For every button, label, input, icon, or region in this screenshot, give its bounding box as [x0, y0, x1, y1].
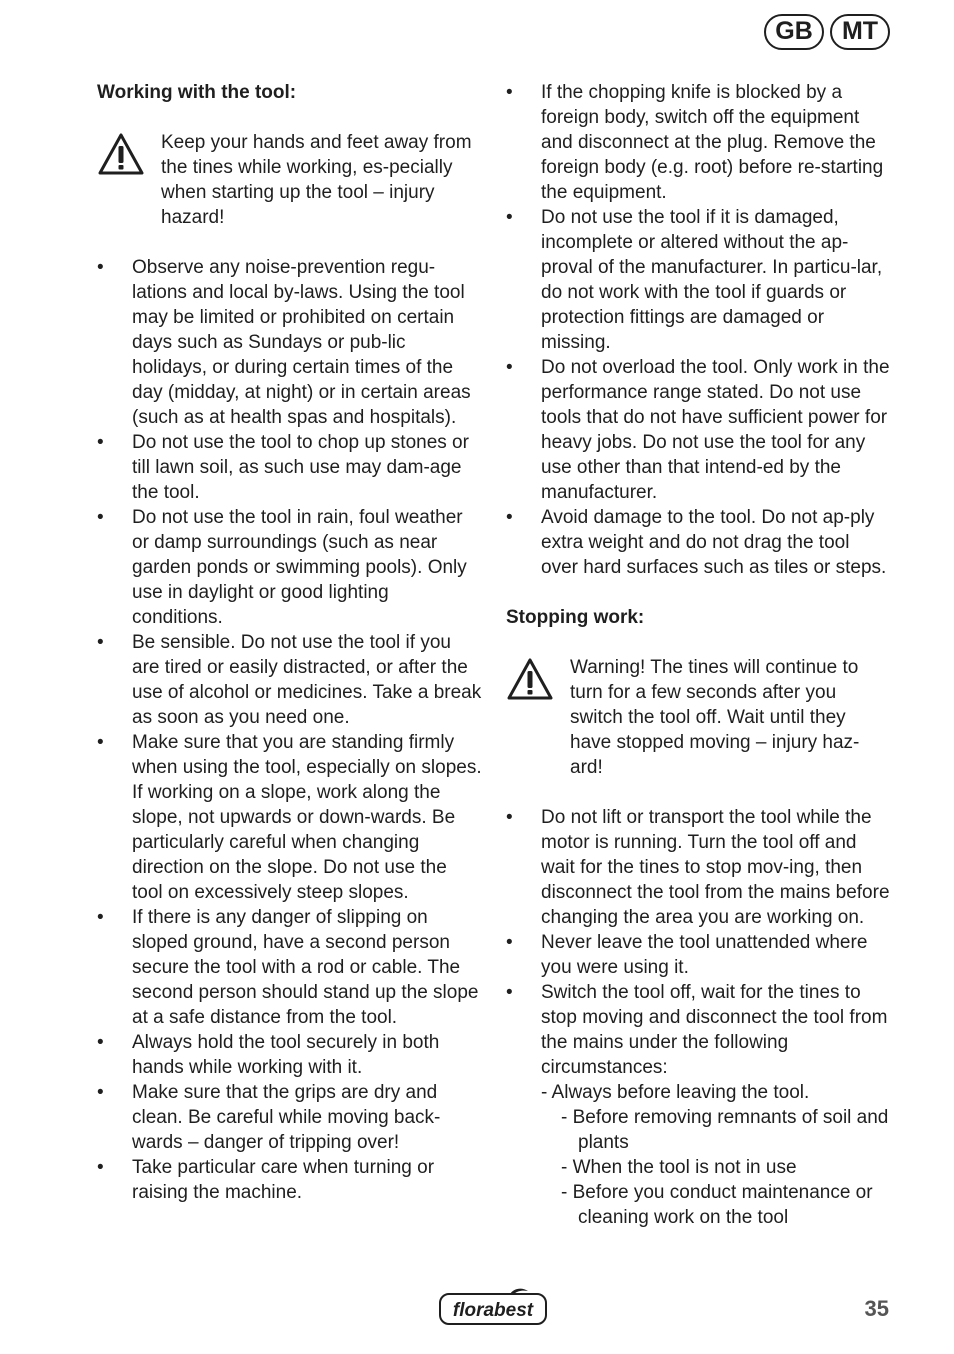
- bullet-list: [506, 805, 891, 1230]
- section-heading-stopping: Stopping work:: [506, 607, 645, 628]
- bullet-list: [97, 255, 482, 1205]
- list-item: • Avoid damage to the tool. Do not ap-ply extra weight and do not drag the tool over hard surfaces such as tiles or steps.: [506, 507, 887, 578]
- florabest-logo: [438, 1288, 548, 1326]
- warning-text: Warning! The tines will continue to turn for a few seconds after you switch the tool off. Wait until they have stopped moving – injury haz-ard!: [570, 657, 860, 778]
- sub-list-item: - Before removing remnants of soil and plants: [561, 1107, 889, 1153]
- list-item: • Make sure that you are standing firmly when using the tool, especially on slopes. If working on a slope, work along the slope, not upwards or down-wards. Be particularly careful when changing direction on the slope. Do not use the tool on excessively steep slopes.: [97, 732, 482, 903]
- logo-text: florabest: [452, 1300, 534, 1321]
- list-item: • Take particular care when turning or raising the machine.: [97, 1157, 435, 1203]
- warning-triangle-icon: [506, 657, 554, 701]
- list-item: • Be sensible. Do not use the tool if you are tired or easily distracted, or after the use of alcohol or medicines. Take a break as soon as you need one.: [97, 632, 482, 728]
- sub-list: [541, 1080, 891, 1230]
- list-item: • Do not use the tool if it is damaged, incomplete or altered without the ap-proval of the manufacturer. In particu-lar, do not work with the tool if guards or protection fittings are damaged or missing.: [506, 207, 883, 353]
- list-item: • Do not overload the tool. Only work in the performance range stated. Do not use tools that do not have sufficient power for heavy jobs. Do not use the tool for any use other than that intend-ed by the manufacturer.: [506, 357, 890, 503]
- language-badge-gb: GB: [764, 14, 824, 50]
- list-item: • Never leave the tool unattended where you were using it.: [506, 932, 868, 978]
- list-item: • Do not use the tool to chop up stones or till lawn soil, as such use may dam-age the tool.: [97, 432, 469, 503]
- sub-list-item: - Always before leaving the tool.: [541, 1082, 810, 1103]
- right-column: [506, 80, 891, 1230]
- list-item: • Always hold the tool securely in both hands while working with it.: [97, 1032, 440, 1078]
- left-column: [97, 80, 482, 1205]
- warning-block: [97, 130, 482, 230]
- section-heading-working: Working with the tool:: [97, 82, 297, 103]
- list-item: • Observe any noise-prevention regu-lations and local by-laws. Using the tool may be limited or prohibited on certain days such as Sundays or pub-lic holidays, or during certain times of the day (midday, at night) or in certain areas (such as at health spas and hospitals).: [97, 257, 471, 428]
- list-item: • If there is any danger of slipping on sloped ground, have a second person secure the tool with a rod or cable. The second person should stand up the slope at a safe distance from the tool.: [97, 907, 479, 1028]
- language-badge-mt: MT: [830, 14, 890, 50]
- sub-list-item: - Before you conduct maintenance or cleaning work on the tool: [561, 1182, 873, 1228]
- list-item: • Do not use the tool in rain, foul weather or damp surroundings (such as near garden ponds or swimming pools). Only use in daylight or good lighting conditions.: [97, 507, 467, 628]
- page-number: 35: [864, 1296, 889, 1321]
- warning-block: [506, 655, 891, 780]
- list-item: • If the chopping knife is blocked by a foreign body, switch off the equipment and disconnect at the plug. Remove the foreign body (e.g. root) before re-starting the equipment.: [506, 82, 884, 203]
- warning-text: Keep your hands and feet away from the tines while working, es-pecially when starting up the tool – injury hazard!: [161, 132, 472, 228]
- sub-list-item: - When the tool is not in use: [561, 1157, 797, 1178]
- warning-triangle-icon: [97, 132, 145, 176]
- language-badges: [764, 14, 890, 50]
- list-item: • Switch the tool off, wait for the tines to stop moving and disconnect the tool from the mains under the following circumstances: - Always before leaving the tool. - Before removing remnants of soil and plants - When the tool is not in use - Before you conduct maintenance or cleaning work on the tool: [506, 980, 891, 1230]
- list-item: • Do not lift or transport the tool while the motor is running. Turn the tool off and wait for the tines to stop mov-ing, then disconnect the tool from the mains before changing the area you are working on.: [506, 807, 890, 928]
- bullet-list: [506, 80, 891, 580]
- list-item: • Make sure that the grips are dry and clean. Be careful while moving back-wards – danger of tripping over!: [97, 1082, 441, 1153]
